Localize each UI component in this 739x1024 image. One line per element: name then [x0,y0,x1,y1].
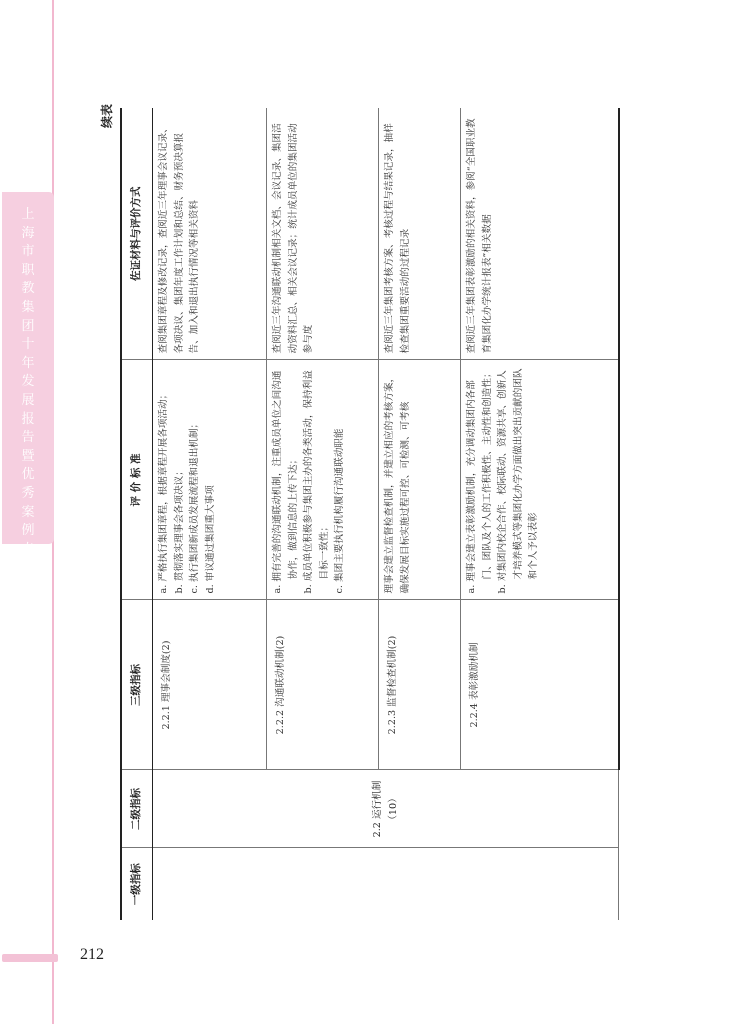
header-evidence: 佐证材料与评价方式 [121,108,153,360]
page-number-bar [2,954,58,962]
evaluation-table-container [100,104,614,920]
evidence-cell: 查阅近三年集团表彰激励的相关资料，参阅“全国职业教育集团化办学统计报表”相关数据 [461,108,619,360]
standard-item: c. 集团主要执行机构履行沟通联动职能 [334,428,345,594]
continuation-label: 续表 [100,104,114,129]
evidence-cell: 查阅集团章程及修改记录，查阅近三年理事会议记录、各项决议、集团年度工作计划和总结、财务预决算报告、加入和退出执行情况等相关资料 [153,108,267,360]
table-header-row [121,108,153,920]
standard-item: d. 审议通过集团重大事项 [204,485,216,594]
standard-item: a. 理事会建立表彰激励机制，充分调动集团内各部门、团队及个人的工作积极性、主动性和创造性； [466,368,493,594]
evidence-cell: 查阅近三年集团考核方案、考核过程与结果记录，抽样检查集团重要活动的过程记录 [379,108,461,360]
level2-score: （10） [387,793,399,825]
standard-cell [267,360,379,600]
header-level1: 一级指标 [121,848,153,920]
level3-cell: 2.2.3 监督检查机制(2) [379,600,461,770]
evaluation-table [120,108,620,920]
standard-item: a. 拥有完善的沟通联动机制，注重成员单位之间沟通协作，做到信息的上传下达； [272,370,299,594]
standard-item: b. 贯彻落实理事会各项决议； [173,466,185,594]
book-title-tab [2,192,54,576]
standard-cell [461,360,619,600]
standard-item: b. 成员单位积极参与集团主办的各类活动，保持利益目标一致性； [303,370,330,594]
header-level2: 二级指标 [121,770,153,848]
level3-cell: 2.2.2 沟通联动机制(2) [267,600,379,770]
standard-item: c. 执行集团新成员发展流程和退出机制； [189,418,200,594]
standard-cell [153,360,267,600]
table-row [153,108,267,920]
standard-item: b. 对集团内校企合作、校际联动、资源共享、创新人才培养模式等集团化办学方面做出突出贡献的团队和个人予以表彰 [497,368,539,594]
standard-item: 理事会建立监督检查机制，并建立相应的考核方案，确保发展目标实施过程可控、可检测、可考核 [384,372,411,594]
header-level3: 三级指标 [121,600,153,770]
header-standard: 评 价 标 准 [121,360,153,600]
level1-cell [153,848,619,920]
book-title-label: 上海市职教集团十年发展报告暨优秀案例专辑 [21,207,35,576]
standard-item: a. 严格执行集团章程，根据章程开展各项活动； [158,389,169,594]
level3-cell: 2.2.1 理事会制度(2) [153,600,267,770]
standard-cell [379,360,461,600]
evidence-cell: 查阅近三年沟通联动机制相关文档、会议记录、集团活动资料汇总、相关会议记录；统计成员单位的集团活动参与度 [267,108,379,360]
level2-cell [153,770,619,848]
level3-cell: 2.2.4 表彰激励机制 [461,600,619,770]
level2-label: 2.2 运行机制 [372,780,383,838]
page-number: 212 [80,946,104,963]
